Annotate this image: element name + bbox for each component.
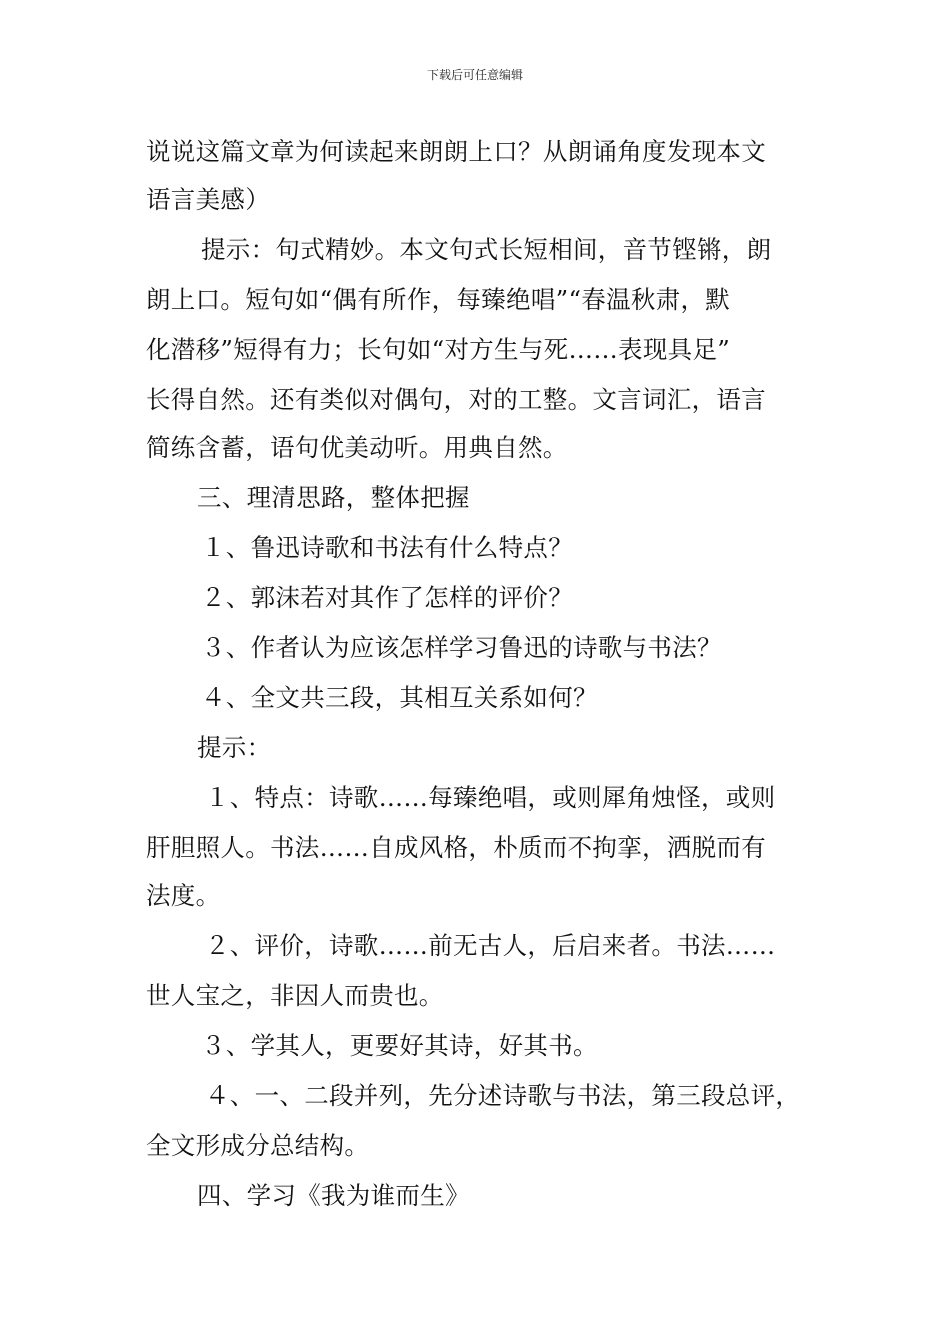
answer-3: ３、学其人，更要好其诗，好其书。 bbox=[201, 1031, 598, 1060]
text-line-5: 化潜移”短得有力；长句如“对方生与死……表现具足” bbox=[146, 335, 731, 364]
answer-2-line-1: ２、评价，诗歌……前无古人，后启来者。书法…… bbox=[205, 931, 776, 960]
answer-2-line-2: 世人宝之，非因人而贵也。 bbox=[146, 981, 444, 1010]
answer-1-line-2: 肝胆照人。书法……自成风格，朴质而不拘挛，洒脱而有 bbox=[146, 833, 766, 862]
text-line-3: 提示：句式精妙。本文句式长短相间，音节铿锵，朗 bbox=[201, 235, 772, 264]
answer-1-line-1: １、特点：诗歌……每臻绝唱，或则犀角烛怪，或则 bbox=[205, 783, 776, 812]
text-line-6: 长得自然。还有类似对偶句，对的工整。文言词汇，语言 bbox=[146, 385, 766, 414]
question-3: ３、作者认为应该怎样学习鲁迅的诗歌与书法？ bbox=[201, 633, 722, 662]
answer-1-line-3: 法度。 bbox=[146, 881, 221, 910]
answer-4-line-1: ４、一、二段并列，先分述诗歌与书法，第三段总评， bbox=[205, 1081, 801, 1110]
question-4: ４、全文共三段，其相互关系如何？ bbox=[201, 683, 598, 712]
text-line-7: 简练含蓄，语句优美动听。用典自然。 bbox=[146, 433, 568, 462]
section-heading-3: 三、理清思路，整体把握 bbox=[197, 483, 470, 512]
question-1: １、鲁迅诗歌和书法有什么特点？ bbox=[201, 533, 573, 562]
text-line-1: 说说这篇文章为何读起来朗朗上口？从朗诵角度发现本文 bbox=[146, 137, 766, 166]
hint-label: 提示： bbox=[197, 733, 272, 762]
text-line-2: 语言美感） bbox=[146, 185, 270, 214]
section-heading-4: 四、学习《我为谁而生》 bbox=[197, 1181, 470, 1210]
text-line-4: 朗上口。短句如“偶有所作，每臻绝唱”“春温秋肃，默 bbox=[146, 285, 731, 314]
page-header: 下载后可任意编辑 bbox=[426, 68, 523, 82]
question-2: ２、郭沫若对其作了怎样的评价？ bbox=[201, 583, 573, 612]
answer-4-line-2: 全文形成分总结构。 bbox=[146, 1131, 370, 1160]
